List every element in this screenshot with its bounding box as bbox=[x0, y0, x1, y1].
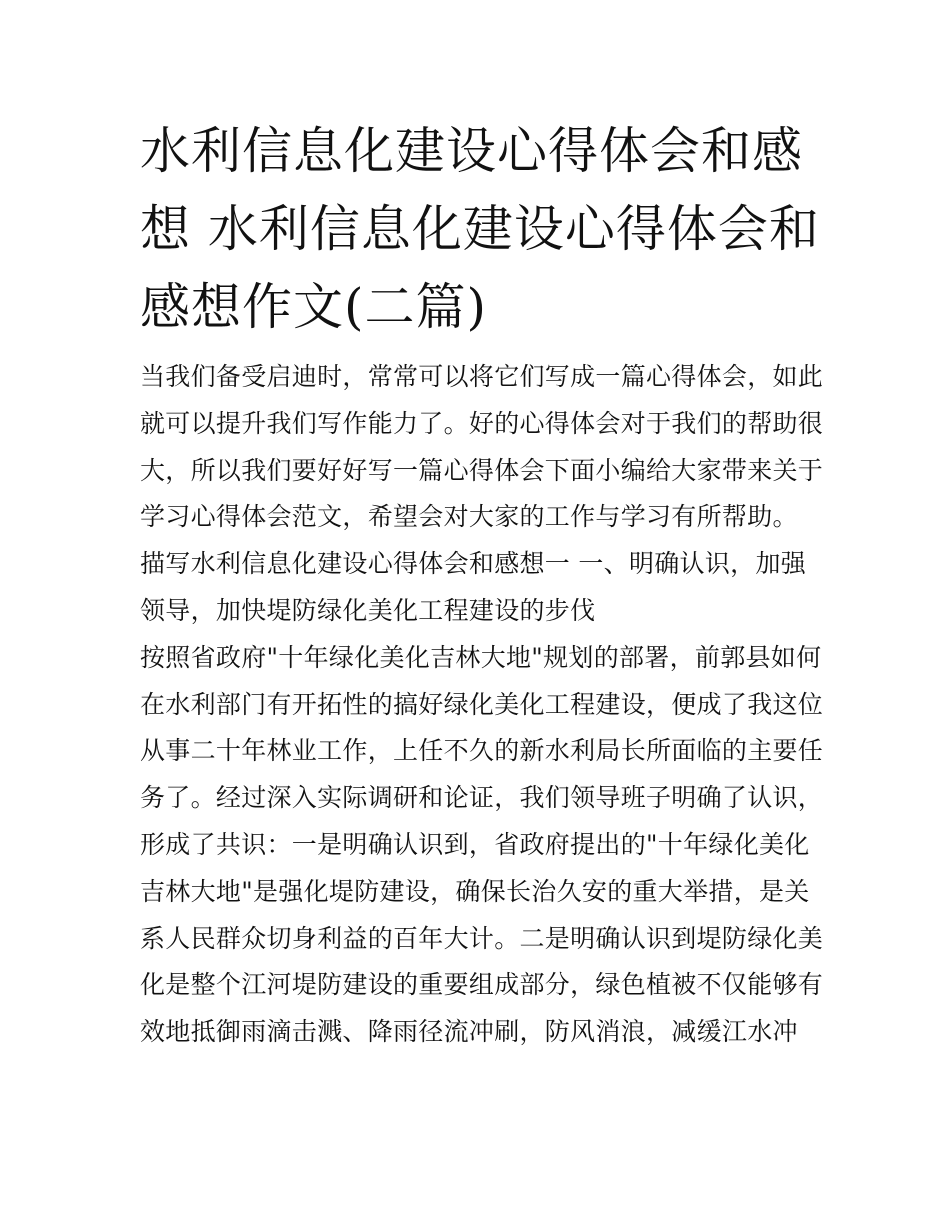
title-line: 水利信息化建设心得体会和感 bbox=[140, 122, 803, 180]
body-line: 领导，加快堤防绿化美化工程建设的步伐 bbox=[140, 595, 596, 625]
title-line: 想 水利信息化建设心得体会和 bbox=[140, 200, 820, 258]
body-line: 就可以提升我们写作能力了。好的心得体会对于我们的帮助很 bbox=[140, 408, 824, 438]
body-line: 当我们备受启迪时，常常可以将它们写成一篇心得体会，如此 bbox=[140, 362, 824, 391]
document-title bbox=[140, 112, 820, 346]
body-line: 务了。经过深入实际调研和论证，我们领导班子明确了认识， bbox=[140, 783, 824, 813]
body-line: 化是整个江河堤防建设的重要组成部分，绿色植被不仅能够有 bbox=[140, 970, 824, 1000]
document-body bbox=[140, 354, 830, 1056]
body-line: 系人民群众切身利益的百年大计。二是明确认识到堤防绿化美 bbox=[140, 923, 824, 953]
body-line: 描写水利信息化建设心得体会和感想一 一、明确认识，加强 bbox=[140, 549, 807, 579]
body-line: 吉林大地"是强化堤防建设，确保长治久安的重大举措，是关 bbox=[140, 876, 810, 906]
body-line: 大，所以我们要好好写一篇心得体会下面小编给大家带来关于 bbox=[140, 455, 824, 485]
title-line: 感想作文(二篇) bbox=[140, 278, 488, 336]
body-line: 从事二十年林业工作，上任不久的新水利局长所面临的主要任 bbox=[140, 736, 824, 766]
body-line: 形成了共识：一是明确认识到，省政府提出的"十年绿化美化 bbox=[140, 829, 810, 859]
body-line: 效地抵御雨滴击溅、降雨径流冲刷，防风消浪，减缓江水冲 bbox=[140, 1017, 798, 1047]
body-line: 按照省政府"十年绿化美化吉林大地"规划的部署，前郭县如何 bbox=[140, 642, 822, 672]
body-line: 学习心得体会范文，希望会对大家的工作与学习有所帮助。 bbox=[140, 502, 798, 532]
body-line: 在水利部门有开拓性的搞好绿化美化工程建设，便成了我这位 bbox=[140, 689, 824, 719]
